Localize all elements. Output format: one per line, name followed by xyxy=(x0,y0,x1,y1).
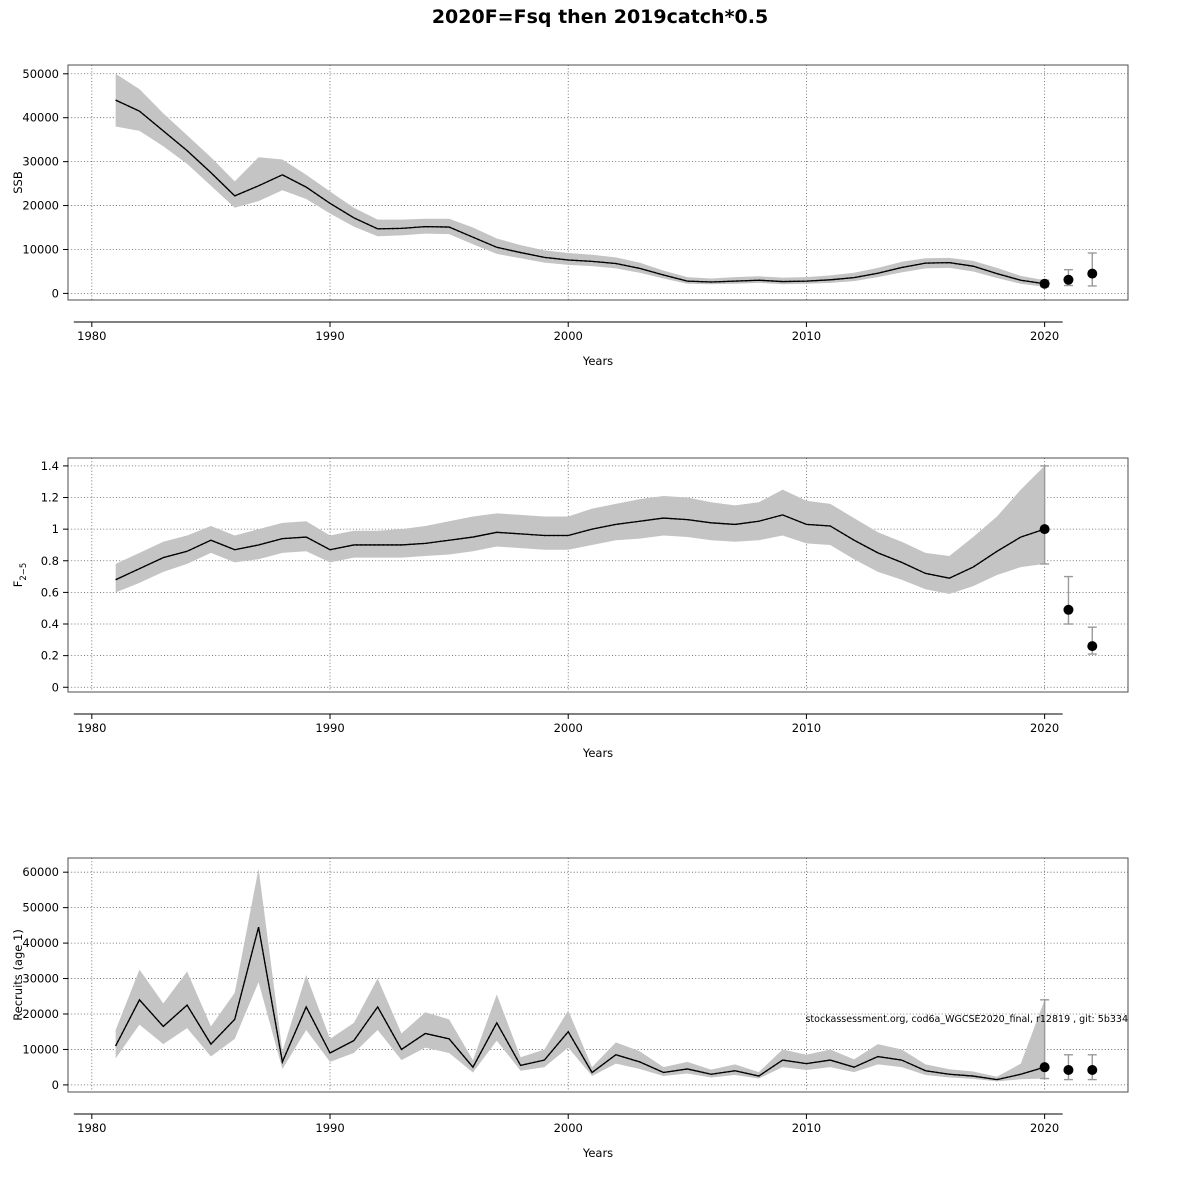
forecast-point xyxy=(1063,275,1073,285)
y-axis-label xyxy=(11,171,25,194)
x-tick-label: 1980 xyxy=(77,329,107,343)
y-tick-label: 1.2 xyxy=(40,490,59,505)
y-tick-label: 10000 xyxy=(22,242,59,257)
credit-text: stockassessment.org, cod6a_WGCSE2020_final, r12819 , git: 5b334 xyxy=(805,1014,1128,1025)
y-tick-label: 20000 xyxy=(22,198,59,213)
y-tick-label: 0 xyxy=(51,680,59,695)
y-tick-label: 0.4 xyxy=(40,617,59,632)
x-tick-label: 1990 xyxy=(315,329,345,343)
x-tick-label: 2010 xyxy=(791,329,822,343)
plot-area xyxy=(0,830,1200,1190)
x-tick-label: 2010 xyxy=(791,721,822,735)
chart-panel-ssb xyxy=(0,40,1200,390)
forecast-point xyxy=(1087,1065,1097,1075)
forecast-point xyxy=(1063,1065,1073,1075)
forecast-point xyxy=(1063,605,1073,615)
y-tick-label: 1 xyxy=(51,522,59,537)
x-axis-label: Years xyxy=(582,746,614,760)
svg-text:SSB: SSB xyxy=(11,171,25,194)
x-tick-label: 2000 xyxy=(553,1121,583,1135)
y-axis xyxy=(22,865,68,1092)
x-tick-label: 2020 xyxy=(1029,721,1060,735)
y-tick-label: 10000 xyxy=(22,1042,59,1057)
x-tick-label: 2000 xyxy=(553,721,583,735)
svg-text:Recruits (age 1): Recruits (age 1) xyxy=(11,929,25,1021)
plot-background xyxy=(68,858,1128,1092)
svg-text:F2−5: $F_{2-5}$ xyxy=(11,562,29,588)
y-tick-label: 40000 xyxy=(22,110,59,125)
y-tick-label: 0.2 xyxy=(40,648,59,663)
chart-panel-f xyxy=(0,430,1200,780)
x-axis-label: Years xyxy=(582,1146,614,1160)
x-tick-label: 2010 xyxy=(791,1121,822,1135)
forecast-point xyxy=(1087,641,1097,651)
y-tick-label: 30000 xyxy=(22,154,59,169)
x-tick-label: 1980 xyxy=(77,721,107,735)
x-tick-label: 2020 xyxy=(1029,329,1060,343)
forecast-point xyxy=(1040,279,1050,289)
y-axis-label xyxy=(11,563,29,588)
plot-area xyxy=(0,430,1200,780)
y-tick-label: 60000 xyxy=(22,865,59,880)
x-axis-label: Years xyxy=(582,354,614,368)
y-axis-label xyxy=(11,929,25,1021)
plot-area xyxy=(0,40,1200,390)
x-tick-label: 1990 xyxy=(315,721,345,735)
y-tick-label: 40000 xyxy=(22,936,59,951)
forecast-point xyxy=(1040,524,1050,534)
y-tick-label: 0 xyxy=(51,1077,59,1092)
x-axis xyxy=(74,1114,1063,1135)
y-tick-label: 20000 xyxy=(22,1007,59,1021)
x-tick-label: 2000 xyxy=(553,329,583,343)
chart-panel-recruits xyxy=(0,830,1200,1190)
y-tick-label: 30000 xyxy=(22,971,59,986)
x-tick-label: 2020 xyxy=(1029,1121,1060,1135)
forecast-point xyxy=(1040,1062,1050,1072)
y-tick-label: 1.4 xyxy=(40,458,59,473)
y-axis xyxy=(22,67,68,301)
y-tick-label: 50000 xyxy=(22,900,59,915)
y-axis xyxy=(41,459,68,694)
forecast-point xyxy=(1087,269,1097,279)
page-title: 2020F=Fsq then 2019catch*0.5 xyxy=(431,6,769,28)
y-tick-label: 0.8 xyxy=(40,553,59,568)
y-tick-label: 0 xyxy=(51,286,59,301)
y-tick-label: 0.6 xyxy=(40,585,59,600)
x-tick-label: 1990 xyxy=(315,1121,345,1135)
x-axis xyxy=(74,714,1063,735)
x-tick-label: 1980 xyxy=(77,1121,107,1135)
y-tick-label: 50000 xyxy=(22,66,59,81)
x-axis xyxy=(74,322,1063,343)
